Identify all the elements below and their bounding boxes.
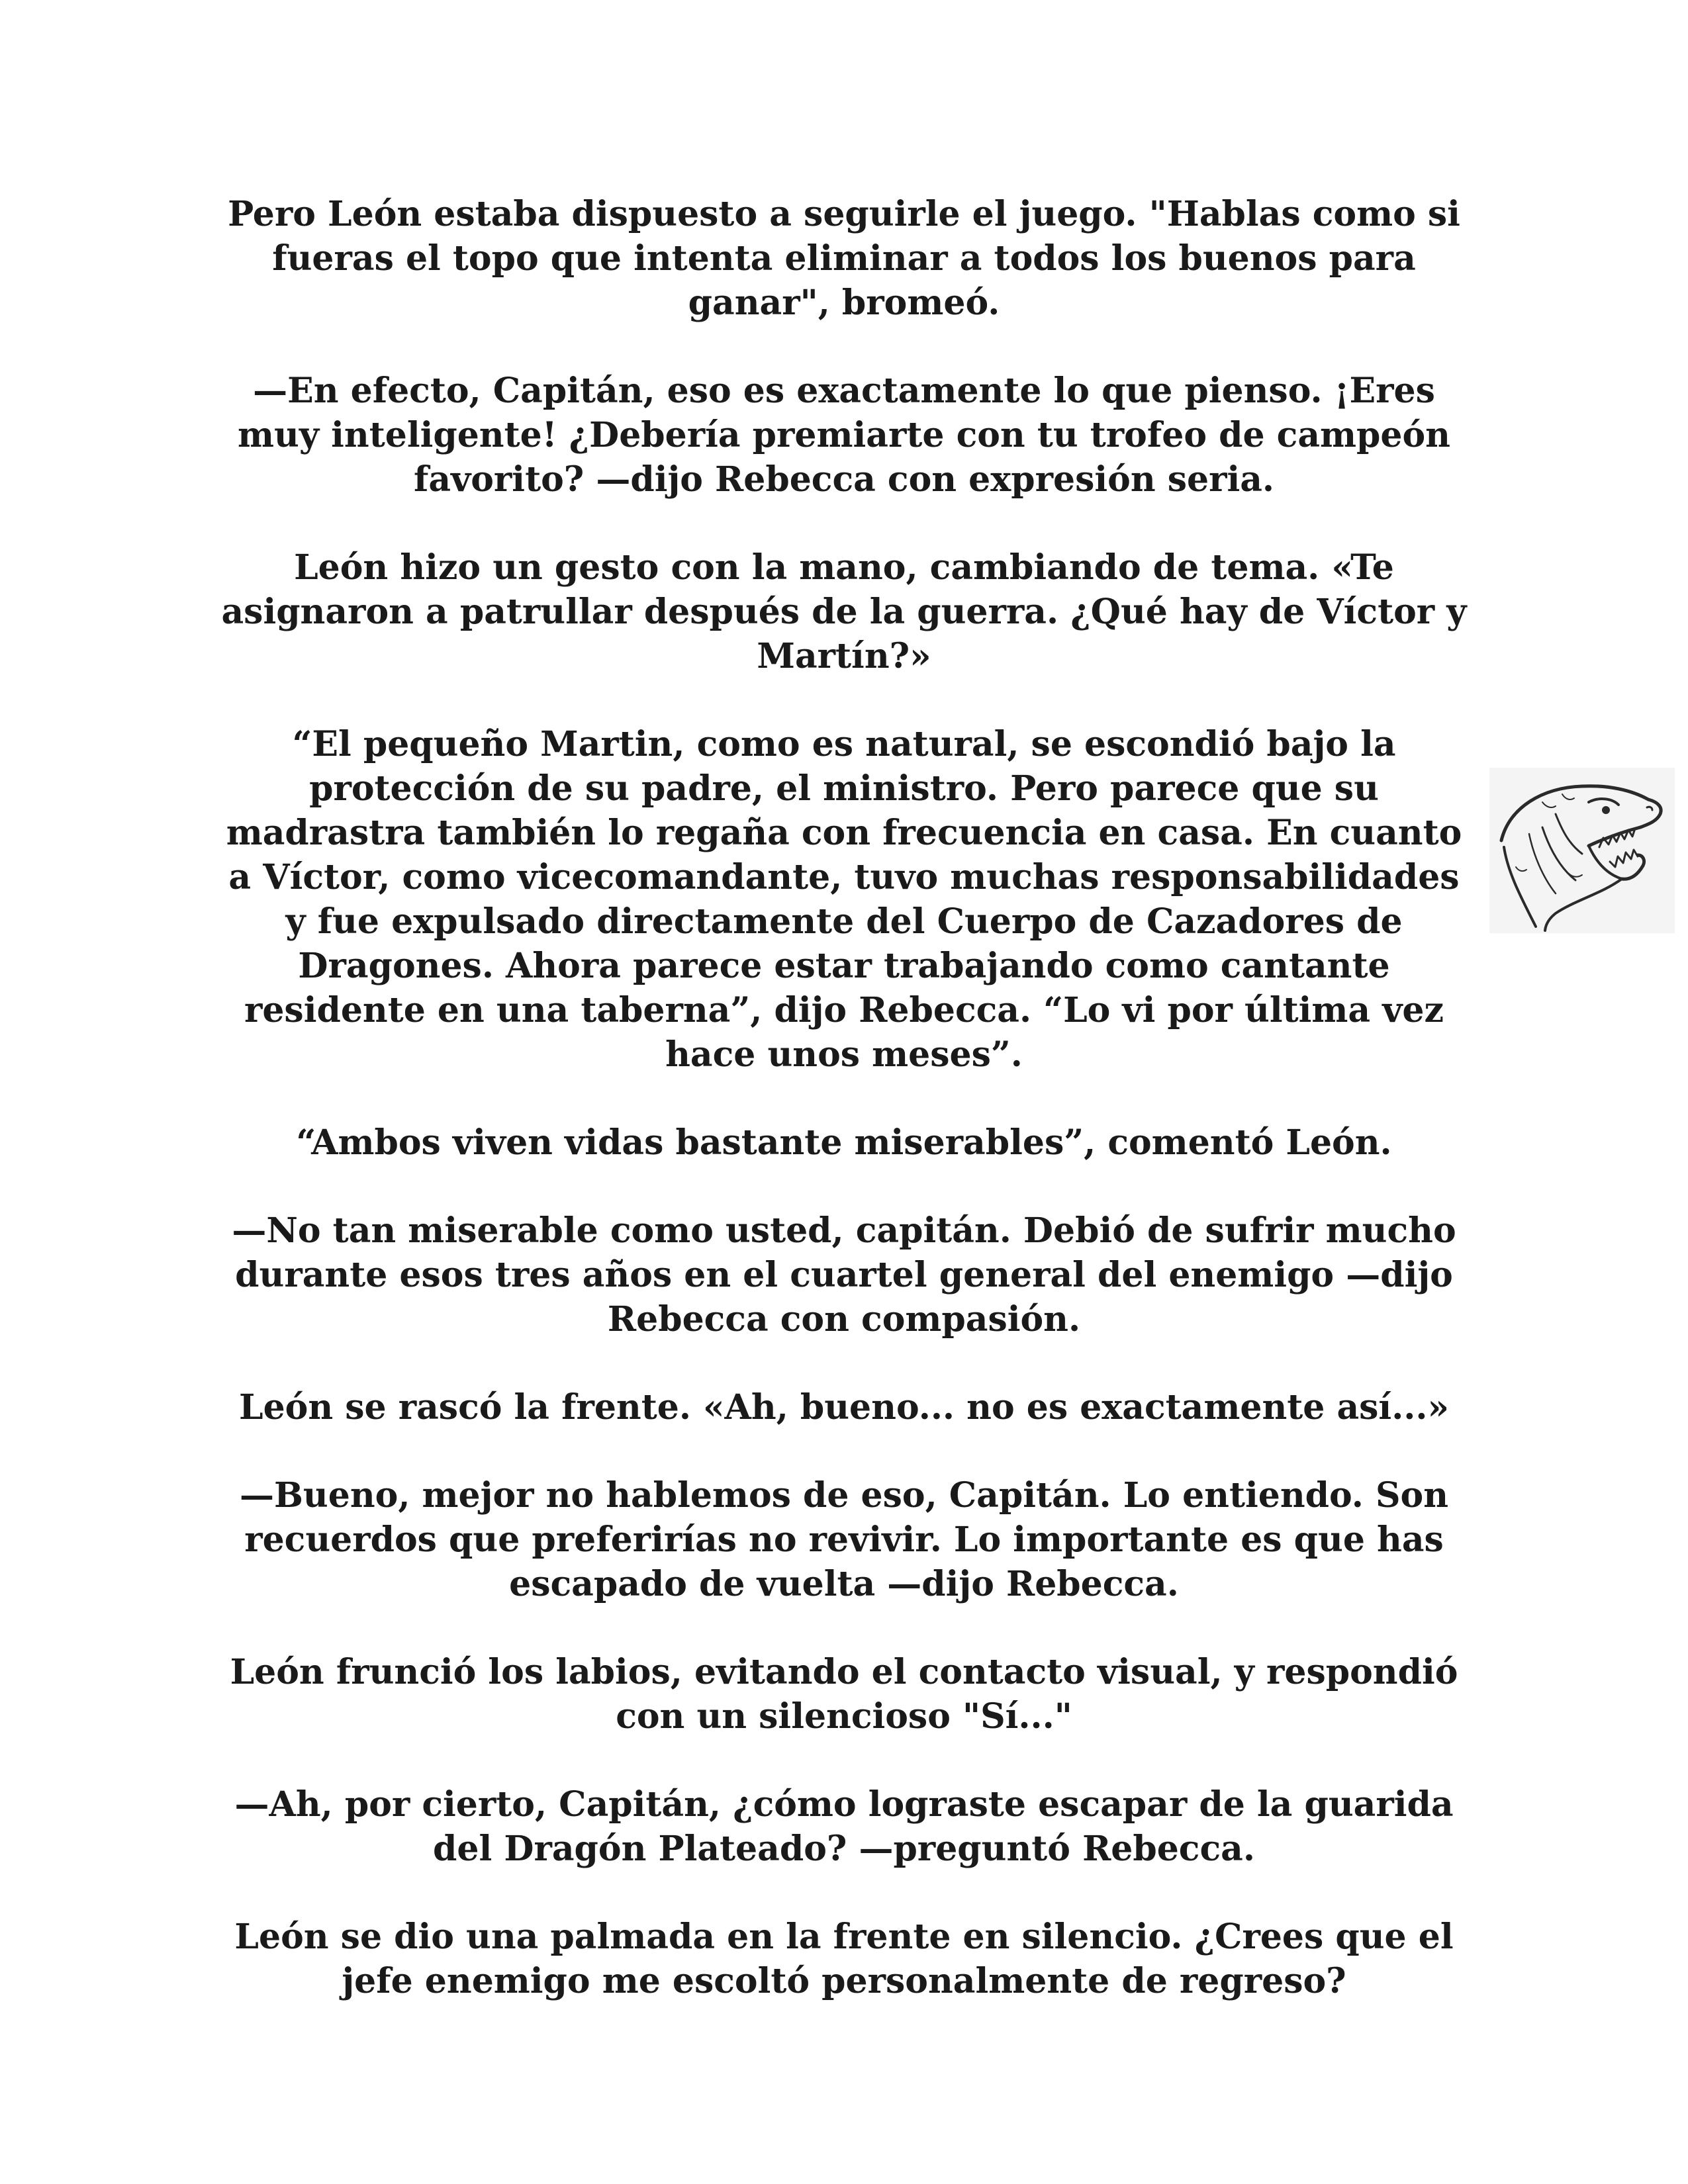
paragraph-5: “Ambos viven vidas bastante miserables”, comentó León. bbox=[296, 1122, 1392, 1163]
paragraph-2: —En efecto, Capitán, eso es exactamente lo que pienso. ¡Eres muy inteligente! ¿Debería premiarte con tu trofeo de campeón favorito? —dijo Rebecca con expresión seria. bbox=[238, 371, 1450, 500]
document-body bbox=[218, 192, 1470, 2047]
paragraph-6: —No tan miserable como usted, capitán. Debió de sufrir mucho durante esos tres años en el cuartel general del enemigo —dijo Rebecca con compasión. bbox=[232, 1210, 1456, 1340]
dinosaur-head-sketch-icon bbox=[1489, 768, 1675, 933]
paragraph-4: “El pequeño Martin, como es natural, se escondió bajo la protección de su padre, el ministro. Pero parece que su madrastra también lo regaña con frecuencia en casa. En cuanto a Víctor, como vicecomandante, tuvo muchas responsabilidades y fue expulsado directamente del Cuerpo de Cazadores de Dragones. Ahora parece estar trabajando como cantante residente en una taberna”, dijo Rebecca. “Lo vi por última vez hace unos meses”. bbox=[226, 724, 1462, 1075]
paragraph-7: León se rascó la frente. «Ah, bueno... no es exactamente así...» bbox=[239, 1387, 1449, 1428]
paragraph-3: León hizo un gesto con la mano, cambiando de tema. «Te asignaron a patrullar después de la guerra. ¿Qué hay de Víctor y Martín?» bbox=[221, 547, 1467, 676]
paragraph-8: —Bueno, mejor no hablemos de eso, Capitán. Lo entiendo. Son recuerdos que preferirías no revivir. Lo importante es que has escapado de vuelta —dijo Rebecca. bbox=[239, 1475, 1449, 1604]
paragraph-11: León se dio una palmada en la frente en silencio. ¿Crees que el jefe enemigo me escoltó personalmente de regreso? bbox=[234, 1917, 1454, 2001]
paragraph-9: León frunció los labios, evitando el contacto visual, y respondió con un silencioso "Sí..." bbox=[230, 1652, 1458, 1737]
paragraph-10: —Ah, por cierto, Capitán, ¿cómo lograste escapar de la guarida del Dragón Plateado? —preguntó Rebecca. bbox=[234, 1784, 1454, 1869]
paragraph-1: Pero León estaba dispuesto a seguirle el juego. "Hablas como si fueras el topo que intenta eliminar a todos los buenos para ganar", bromeó. bbox=[228, 194, 1460, 323]
